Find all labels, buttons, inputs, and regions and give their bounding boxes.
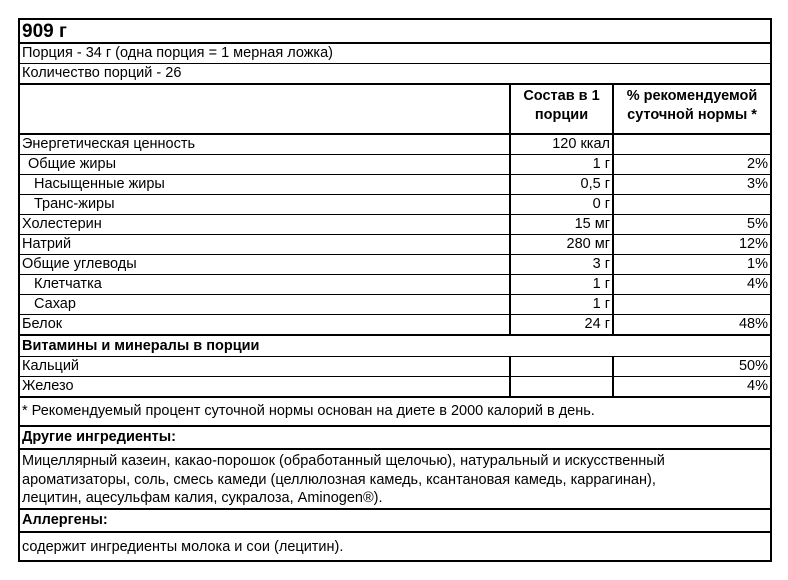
footnote: * Рекомендуемый процент суточной нормы основан на диете в 2000 калорий в день.	[22, 403, 595, 419]
table-header-row	[20, 85, 770, 135]
nutrient-amount: 0,5 г	[511, 175, 614, 194]
nutrient-dv: 5%	[747, 216, 768, 232]
nutrient-amount: 1 г	[511, 295, 614, 314]
nutrient-dv: 2%	[747, 156, 768, 172]
nutrient-row	[20, 275, 770, 295]
vitamin-name: Железо	[20, 377, 511, 396]
nutrient-amount: 3 г	[511, 255, 614, 274]
nutrient-dv: 48%	[738, 316, 768, 332]
vitamin-amount	[511, 357, 614, 376]
servings-count: Количество порций - 26	[22, 65, 182, 81]
nutrient-amount: 0 г	[511, 195, 614, 214]
servings-count-row	[20, 64, 770, 85]
nutrient-dv: 4%	[747, 276, 768, 292]
nutrient-name: Общие жиры	[20, 155, 511, 174]
other-ingredients-heading-row	[20, 427, 770, 450]
vitamin-dv: 50%	[738, 358, 768, 374]
vitamin-amount	[511, 377, 614, 396]
nutrient-amount: 280 мг	[511, 235, 614, 254]
nutrient-name: Холестерин	[20, 215, 511, 234]
ingredients-line: Мицеллярный казеин, какао-порошок (обработанный щелочью), натуральный и искусственный	[22, 453, 665, 469]
vitamins-heading-row	[20, 336, 770, 357]
vitamin-row	[20, 357, 770, 377]
footnote-row	[20, 398, 770, 427]
allergens-heading-row	[20, 510, 770, 533]
nutrient-row	[20, 295, 770, 315]
ingredients-line: лецитин, ацесульфам калия, сукралоза, Aminogen®).	[22, 490, 383, 506]
vitamins-heading: Витамины и минералы в порции	[22, 338, 260, 354]
nutrient-name: Белок	[20, 315, 511, 334]
allergens-text: содержит ингредиенты молока и сои (лецитин).	[22, 539, 344, 555]
serving-size-row	[20, 44, 770, 64]
nutrient-name: Натрий	[20, 235, 511, 254]
serving-size: Порция - 34 г (одна порция = 1 мерная ложка)	[22, 45, 333, 61]
other-ingredients-row	[20, 450, 770, 510]
nutrient-row	[20, 155, 770, 175]
nutrient-row	[20, 315, 770, 336]
allergens-row	[20, 533, 770, 560]
nutrient-amount: 1 г	[511, 275, 614, 294]
nutrient-name: Энергетическая ценность	[20, 135, 511, 154]
nutrient-name: Общие углеводы	[20, 255, 511, 274]
nutrient-row	[20, 255, 770, 275]
nutrient-name: Клетчатка	[20, 275, 511, 294]
other-ingredients-heading: Другие ингредиенты:	[22, 429, 176, 445]
nutrient-amount: 1 г	[511, 155, 614, 174]
nutrient-amount: 15 мг	[511, 215, 614, 234]
header-per-serving: Состав в 1 порции	[511, 85, 614, 133]
nutrient-name: Транс-жиры	[20, 195, 511, 214]
nutrient-row	[20, 235, 770, 255]
nutrient-dv	[614, 135, 770, 154]
ingredients-line: ароматизаторы, соль, смесь камеди (целлюлозная камедь, ксантановая камедь, каррагинан),	[22, 471, 656, 488]
nutrient-name: Насыщенные жиры	[20, 175, 511, 194]
package-weight: 909 г	[22, 21, 67, 42]
vitamin-dv: 4%	[747, 378, 768, 394]
vitamin-name: Кальций	[20, 357, 511, 376]
header-daily-value: % рекомендуемой суточной нормы *	[626, 88, 758, 123]
nutrient-row	[20, 215, 770, 235]
nutrient-amount: 24 г	[511, 315, 614, 334]
nutrient-dv: 1%	[747, 256, 768, 272]
nutrient-dv	[614, 195, 770, 214]
vitamin-row	[20, 377, 770, 398]
nutrient-row	[20, 175, 770, 195]
nutrient-dv: 12%	[738, 236, 768, 252]
nutrient-row	[20, 195, 770, 215]
nutrient-dv: 3%	[747, 176, 768, 192]
allergens-heading: Аллергены:	[22, 512, 108, 528]
nutrient-row	[20, 135, 770, 155]
nutrition-facts-table	[18, 18, 772, 562]
nutrient-amount: 120 ккал	[511, 135, 614, 154]
nutrient-name: Сахар	[20, 295, 511, 314]
nutrient-dv	[614, 295, 770, 314]
weight-row	[20, 20, 770, 44]
header-empty-cell	[20, 85, 511, 133]
